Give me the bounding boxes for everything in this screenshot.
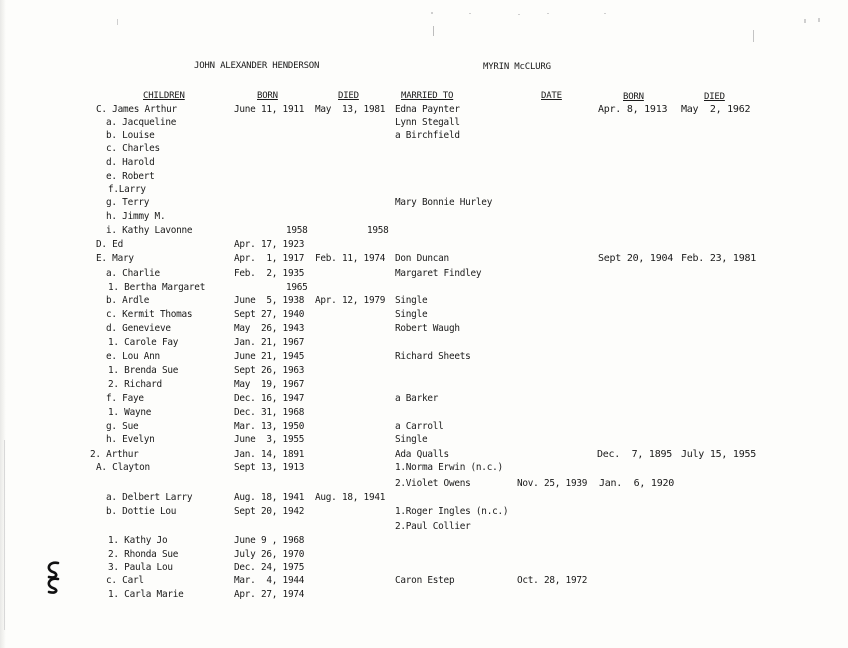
col-spouse-died: DIED	[704, 92, 725, 102]
child-name-cell: c. Charles	[106, 143, 160, 154]
col-born: BORN	[257, 91, 278, 101]
born-cell: June 5, 1938	[234, 295, 305, 306]
married-cell: Single	[395, 295, 428, 306]
child-name-cell: C. James Arthur	[96, 104, 177, 115]
born-cell: June 3, 1955	[234, 434, 305, 445]
child-name-cell: 1. Wayne	[108, 407, 152, 418]
marriage-date-cell: Nov. 25, 1939	[517, 478, 588, 489]
born-cell: Dec. 24, 1975	[234, 562, 305, 573]
scan-speck	[804, 19, 806, 23]
husband-name: JOHN ALEXANDER HENDERSON	[194, 61, 320, 71]
child-name-cell: A. Clayton	[96, 462, 150, 473]
child-name-cell: f. Faye	[106, 393, 144, 404]
died-cell: Aug. 18, 1941	[315, 492, 386, 503]
scan-speck	[818, 18, 820, 22]
born-cell: June 21, 1945	[234, 351, 305, 362]
born-cell: June 9 , 1968	[234, 535, 305, 546]
child-name-cell: 3. Paula Lou	[108, 562, 173, 573]
married-cell: Caron Estep	[395, 575, 455, 586]
born-cell: Dec. 31, 1968	[234, 407, 305, 418]
married-cell: Margaret Findley	[395, 268, 482, 279]
child-name-cell: D. Ed	[96, 239, 123, 250]
born-cell: Sept 20, 1942	[234, 506, 305, 517]
married-cell: 2.Violet Owens	[395, 478, 471, 489]
spouse-born-cell: Apr. 8, 1913	[598, 104, 668, 115]
born-cell: Sept 13, 1913	[234, 462, 305, 473]
born-cell: Jan. 21, 1967	[234, 337, 305, 348]
child-name-cell: E. Mary	[96, 253, 134, 264]
child-name-cell: 1. Carla Marie	[108, 589, 184, 600]
child-name-cell: f.Larry	[108, 184, 146, 195]
scan-speck	[604, 13, 606, 14]
child-name-cell: b. Ardle	[106, 295, 150, 306]
child-name-cell: 1. Kathy Jo	[108, 535, 168, 546]
married-cell: Single	[395, 434, 428, 445]
born-cell: 1965	[286, 282, 308, 293]
born-cell: Apr. 1, 1917	[234, 253, 305, 264]
scan-shadow	[4, 440, 5, 630]
scan-speck	[518, 14, 520, 15]
spouse-died-cell: May 2, 1962	[681, 104, 751, 115]
wife-name: MYRIN McCLURG	[483, 62, 551, 72]
born-cell: Aug. 18, 1941	[234, 492, 305, 503]
scan-speck	[117, 19, 118, 25]
born-cell: Jan. 14, 1891	[234, 449, 305, 460]
scan-speck	[469, 13, 471, 14]
spouse-born-cell: Sept 20, 1904	[598, 253, 674, 264]
married-cell: a Barker	[395, 393, 439, 404]
spouse-born-cell: Dec. 7, 1895	[597, 449, 673, 460]
born-cell: June 11, 1911	[234, 104, 305, 115]
spouse-died-cell: Feb. 23, 1981	[681, 253, 757, 264]
child-name-cell: a. Charlie	[106, 268, 160, 279]
married-cell: Ada Qualls	[395, 449, 449, 460]
born-cell: Sept 27, 1940	[234, 309, 305, 320]
child-name-cell: 1. Bertha Margaret	[108, 282, 206, 293]
col-children: CHILDREN	[143, 91, 185, 101]
born-cell: July 26, 1970	[234, 549, 305, 560]
scan-edge	[0, 0, 6, 648]
child-name-cell: c. Carl	[106, 575, 144, 586]
child-name-cell: a. Delbert Larry	[106, 492, 193, 503]
col-spouse-born: BORN	[623, 92, 644, 102]
married-cell: Mary Bonnie Hurley	[395, 197, 493, 208]
child-name-cell: 2. Rhonda Sue	[108, 549, 179, 560]
married-cell: 1.Norma Erwin (n.c.)	[395, 462, 503, 473]
child-name-cell: d. Harold	[106, 157, 155, 168]
child-name-cell: b. Dottie Lou	[106, 506, 177, 517]
spouse-died-cell: July 15, 1955	[681, 449, 757, 460]
married-cell: a Carroll	[395, 421, 444, 432]
col-married-to: MARRIED TO	[401, 91, 454, 101]
marriage-date-cell: Oct. 28, 1972	[517, 575, 588, 586]
child-name-cell: e. Robert	[106, 171, 155, 182]
died-cell: 1958	[367, 225, 389, 236]
child-name-cell: h. Jimmy M.	[106, 211, 166, 222]
child-name-cell: e. Lou Ann	[106, 351, 160, 362]
scan-speck	[547, 13, 549, 14]
scan-speck	[431, 12, 433, 14]
died-cell: Apr. 12, 1979	[315, 295, 386, 306]
died-cell: May 13, 1981	[315, 104, 386, 115]
born-cell: Sept 26, 1963	[234, 365, 305, 376]
scan-speck	[433, 26, 434, 36]
born-cell: Dec. 16, 1947	[234, 393, 305, 404]
child-name-cell: d. Genevieve	[106, 323, 171, 334]
born-cell: Feb. 2, 1935	[234, 268, 305, 279]
born-cell: Apr. 27, 1974	[234, 589, 305, 600]
spouse-born-cell: Jan. 6, 1920	[599, 478, 675, 489]
married-cell: Lynn Stegall	[395, 117, 460, 128]
child-name-cell: i. Kathy Lavonne	[106, 225, 193, 236]
married-cell: 1.Roger Ingles (n.c.)	[395, 506, 509, 517]
child-name-cell: c. Kermit Thomas	[106, 309, 193, 320]
child-name-cell: 2. Richard	[108, 379, 162, 390]
child-name-cell: a. Jacqueline	[106, 117, 177, 128]
child-name-cell: 2. Arthur	[90, 449, 139, 460]
married-cell: a Birchfield	[395, 130, 460, 141]
child-name-cell: 1. Carole Fay	[108, 337, 179, 348]
born-cell: 1958	[286, 225, 308, 236]
born-cell: May 19, 1967	[234, 379, 305, 390]
child-name-cell: g. Sue	[106, 421, 139, 432]
child-name-cell: h. Evelyn	[106, 434, 155, 445]
married-cell: Edna Paynter	[395, 104, 460, 115]
married-cell: 2.Paul Collier	[395, 521, 471, 532]
married-cell: Single	[395, 309, 428, 320]
child-name-cell: g. Terry	[106, 197, 150, 208]
scan-speck	[753, 30, 754, 42]
born-cell: Apr. 17, 1923	[234, 239, 305, 250]
margin-handwritten-number	[44, 560, 62, 594]
born-cell: May 26, 1943	[234, 323, 305, 334]
child-name-cell: b. Louise	[106, 130, 155, 141]
col-date: DATE	[541, 91, 562, 101]
born-cell: Mar. 13, 1950	[234, 421, 305, 432]
married-cell: Robert Waugh	[395, 323, 460, 334]
child-name-cell: 1. Brenda Sue	[108, 365, 179, 376]
died-cell: Feb. 11, 1974	[315, 253, 386, 264]
married-cell: Don Duncan	[395, 253, 449, 264]
born-cell: Mar. 4, 1944	[234, 575, 305, 586]
col-died: DIED	[338, 91, 359, 101]
married-cell: Richard Sheets	[395, 351, 471, 362]
